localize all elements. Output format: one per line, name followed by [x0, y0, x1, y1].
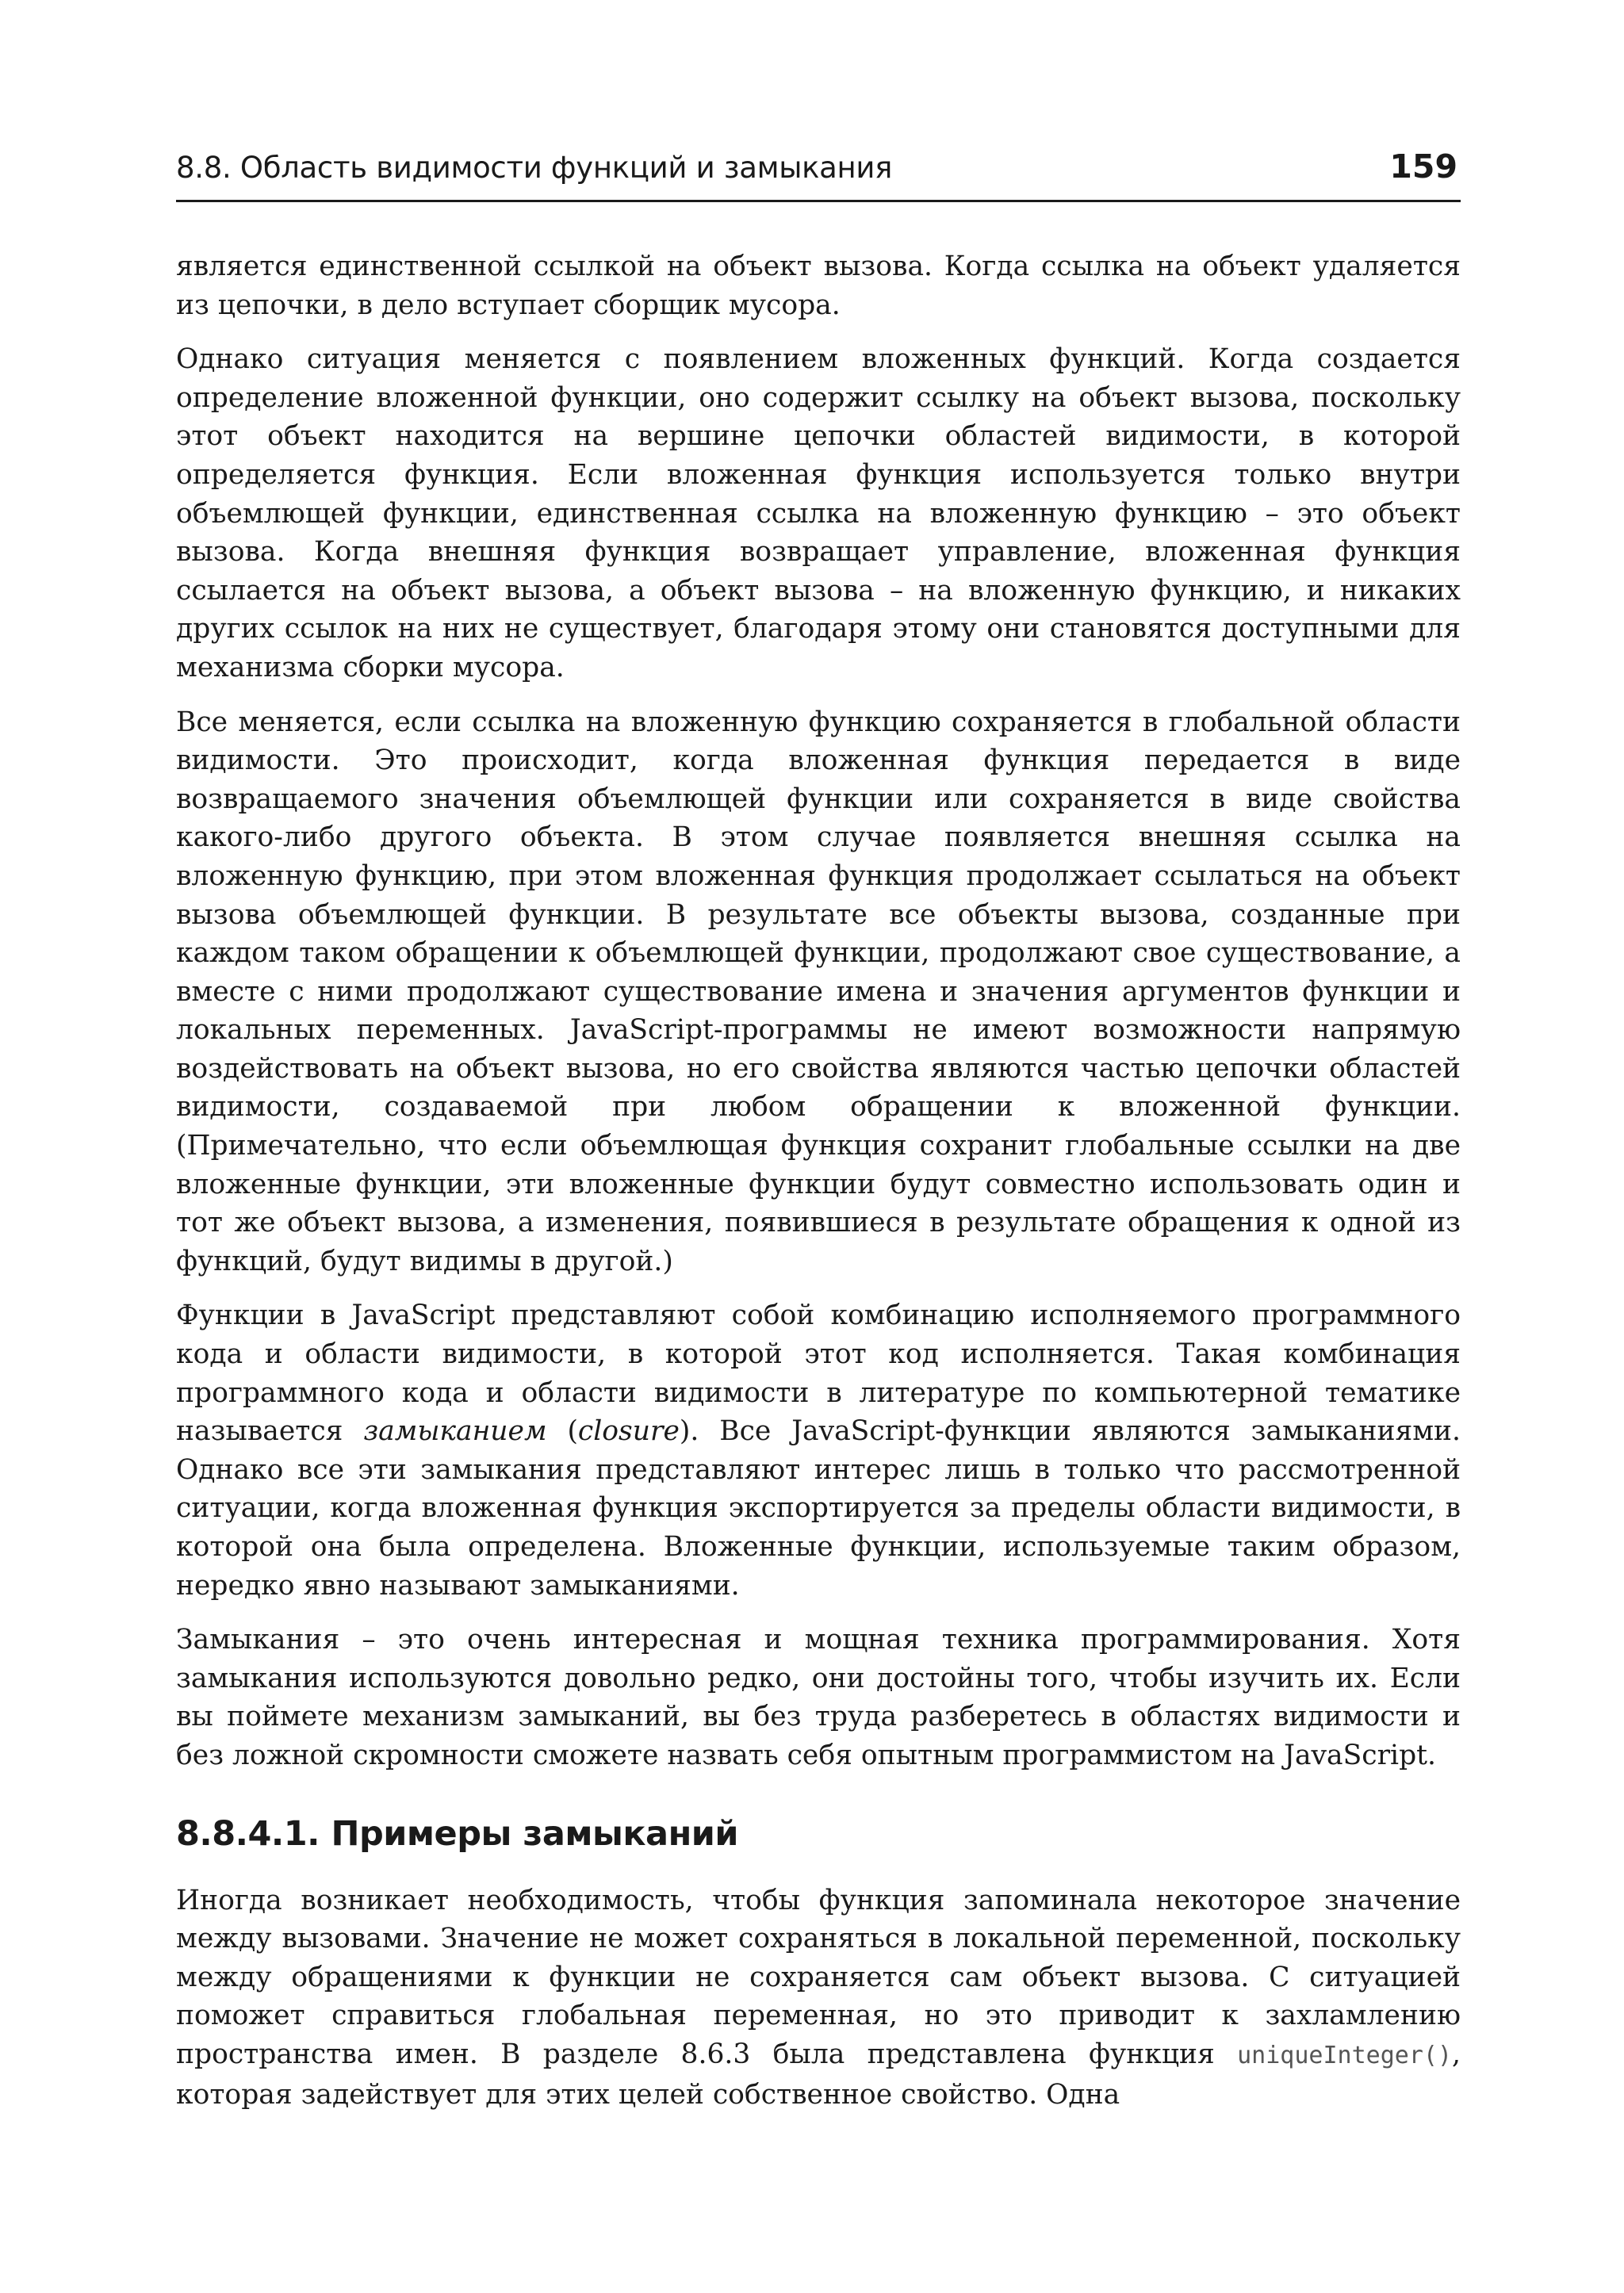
- paragraph-5: Замыкания – это очень интересная и мощная техника программирования. Хотя замыкания используются довольно редко, они достойны того, чтобы изучить их. Если вы поймете механизм замыканий, вы без труда разберетесь в областях видимости и без ложной скромности сможете назвать себя опытным программистом на JavaScript.: [176, 1624, 1461, 1771]
- paragraph-4-text-end: ). Все JavaScript-функции являются замыканиями. Однако все эти замыкания представляют интерес лишь в только что рассмотренной ситуации, когда вложенная функция экспортируется за пределы области видимости, в которой она была определена. Вложенные функции, используемые таким образом, нередко явно называют замыканиями.: [176, 1415, 1461, 1602]
- paragraph-3: Все меняется, если ссылка на вложенную функцию сохраняется в глобальной области видимости. Это происходит, когда вложенная функция передается в виде возвращаемого значения объемлющей функции или сохраняется в виде свойства какого-либо другого объекта. В этом случае появляется внешняя ссылка на вложенную функцию, при этом вложенная функция продолжает ссылаться на объект вызова объемлющей функции. В результате все объекты вызова, созданные при каждом таком обращении к объемлющей функции, продолжают свое существование, а вместе с ними продолжают существование имена и значения аргументов функции и локальных переменных. JavaScript-программы не имеют возможности напрямую воздействовать на объект вызова, но его свойства являются частью цепочки областей видимости, создаваемой при любом обращении к вложенной функции. (Примечательно, что если объемлющая функция сохранит глобальные ссылки на две вложенные функции, эти вложенные функции будут совместно использовать один и тот же объект вызова, а изменения, появившиеся в результате обращения к одной из функций, будут видимы в другой.): [176, 706, 1461, 1277]
- section-heading: 8.8.4.1. Примеры замыканий: [176, 1813, 739, 1854]
- term-closure-ru: замыканием: [363, 1415, 547, 1448]
- paragraph-4: [176, 1296, 1461, 1605]
- paragraph-4-text-start: Функции в JavaScript представляют собой комбинацию исполняемого программного кода и области видимости, в которой этот код исполняется. Такая комбинация программного кода и области видимости в литературе по компьютерной тематике называется: [176, 1300, 1461, 1448]
- inline-code-unique-integer: uniqueInteger(): [1237, 2041, 1453, 2069]
- paragraph-6-text-start: Иногда возникает необходимость, чтобы функция запоминала некоторое значение между вызовами. Значение не может сохраняться в локальной переменной, поскольку между обращениями к функции не сохраняется сам объект вызова. С ситуацией поможет справиться глобальная переменная, но это приводит к захламлению пространства имен. В разделе 8.6.3 была представлена функция: [176, 1884, 1461, 2070]
- running-header: [176, 147, 1461, 202]
- paragraph-2: Однако ситуация меняется с появлением вложенных функций. Когда создается определение вложенной функции, оно содержит ссылку на объект вызова, поскольку этот объект находится на вершине цепочки областей видимости, в которой определяется функция. Если вложенная функция используется только внутри объемлющей функции, единственная ссылка на вложенную функцию – это объект вызова. Когда внешняя функция возвращает управление, вложенная функция ссылается на объект вызова, а объект вызова – на вложенную функцию, и никаких других ссылок на них не существует, благодаря этому они становятся доступными для механизма сборки мусора.: [176, 343, 1461, 683]
- paragraph-4-paren: (: [546, 1415, 578, 1448]
- paragraph-6: [176, 1881, 1461, 2115]
- paragraph-1: является единственной ссылкой на объект вызова. Когда ссылка на объект удаляется из цепочки, в дело вступает сборщик мусора.: [176, 251, 1461, 321]
- chapter-section-title: 8.8. Область видимости функций и замыкания: [176, 151, 893, 185]
- paragraph-6-text-end: , которая задействует для этих целей собственное свойство. Одна: [176, 2038, 1461, 2111]
- term-closure-en: closure: [577, 1415, 680, 1448]
- page-number: 159: [1389, 147, 1457, 186]
- body-text: [176, 247, 1461, 2130]
